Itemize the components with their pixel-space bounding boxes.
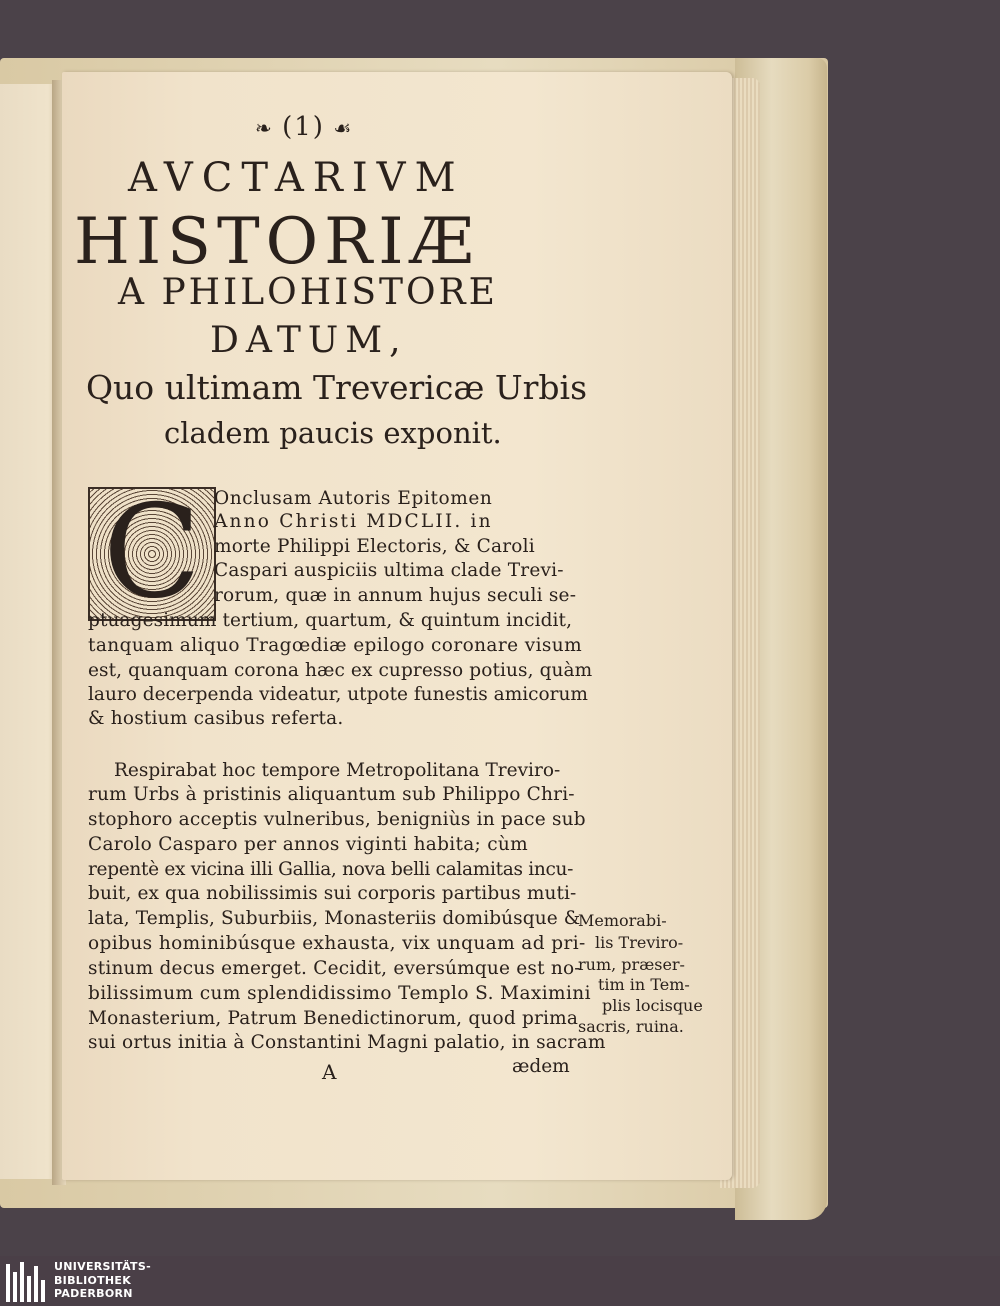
para1-line: Anno Christi MDCLII. in bbox=[214, 511, 493, 532]
title-line-1: AVCTARIVM bbox=[128, 155, 465, 201]
para1-line: tanquam aliquo Tragœdiæ epilogo coronare visum bbox=[88, 635, 583, 656]
verso-page-edge bbox=[0, 84, 60, 1179]
para1-line: ptuagesimum tertium, quartum, & quintum incidit, bbox=[88, 610, 573, 631]
decorated-initial bbox=[88, 478, 216, 627]
title-line-3: A PHILOHISTORE bbox=[118, 272, 498, 313]
para1-line: est, quanquam corona hæc ex cupresso potius, quàm bbox=[88, 660, 593, 681]
title-line-6: cladem paucis exponit. bbox=[164, 416, 502, 450]
para1-line: & hostium casibus referta. bbox=[88, 708, 344, 729]
initial-letter: C bbox=[103, 478, 201, 627]
logo-line-3: PADERBORN bbox=[54, 1287, 133, 1300]
para2-line: Respirabat hoc tempore Metropolitana Treviro- bbox=[114, 760, 561, 781]
page-number: ❧ (1) ☙ bbox=[255, 112, 354, 142]
marg-line: sacris, ruina. bbox=[578, 1017, 684, 1036]
logo-line-1: UNIVERSITÄTS- bbox=[54, 1260, 151, 1273]
logo-line-2: BIBLIOTHEK bbox=[54, 1273, 132, 1287]
para2-line: bilissimum cum splendidissimo Templo S. Maximini bbox=[88, 983, 591, 1004]
para2-line: stophoro acceptis vulneribus, benigniùs in pace sub bbox=[88, 809, 586, 830]
marg-line: Memorabi- bbox=[578, 911, 667, 930]
catchword: ædem bbox=[512, 1056, 570, 1077]
para2-line: buit, ex qua nobilissimis sui corporis partibus muti- bbox=[88, 883, 577, 904]
para2-line: repentè ex vicina illi Gallia, nova belli calamitas incu- bbox=[88, 859, 574, 880]
library-logo-text bbox=[54, 1260, 151, 1301]
para2-line: stinum decus emerget. Cecidit, eversúmque est no- bbox=[88, 958, 581, 979]
para1-line: rorum, quæ in annum hujus seculi se- bbox=[214, 585, 577, 606]
signature-mark: A bbox=[322, 1060, 337, 1084]
para2-line: opibus hominibúsque exhausta, vix unquam ad pri- bbox=[88, 933, 586, 954]
para1-line: lauro decerpenda videatur, utpote funestis amicorum bbox=[88, 684, 588, 705]
para2-line: Monasterium, Patrum Benedictinorum, quod prima bbox=[88, 1008, 579, 1029]
footer-bar bbox=[0, 1256, 1000, 1306]
marg-line: tim in Tem- bbox=[598, 975, 690, 994]
para2-line: lata, Templis, Suburbiis, Monasteriis domibúsque & bbox=[88, 908, 581, 929]
library-logo-icon bbox=[6, 1260, 48, 1304]
para2-line: rum Urbs à pristinis aliquantum sub Philippo Chri- bbox=[88, 784, 575, 805]
para2-line: Carolo Casparo per annos viginti habita; cùm bbox=[88, 834, 528, 855]
marg-line: rum, præser- bbox=[578, 955, 685, 974]
marg-line: plis locisque bbox=[602, 996, 703, 1015]
para1-line: Onclusam Autoris Epitomen bbox=[214, 488, 493, 509]
title-line-5: Quo ultimam Trevericæ Urbis bbox=[86, 368, 588, 407]
title-line-4: DATUM, bbox=[210, 320, 408, 361]
para1-line: morte Philippi Electoris, & Caroli bbox=[214, 536, 535, 557]
marg-line: lis Treviro- bbox=[595, 933, 684, 952]
para2-line: sui ortus initia à Constantini Magni palatio, in sacram bbox=[88, 1032, 606, 1053]
para1-line: Caspari auspiciis ultima clade Trevi- bbox=[214, 560, 564, 581]
title-line-2: HISTORIÆ bbox=[74, 205, 480, 279]
